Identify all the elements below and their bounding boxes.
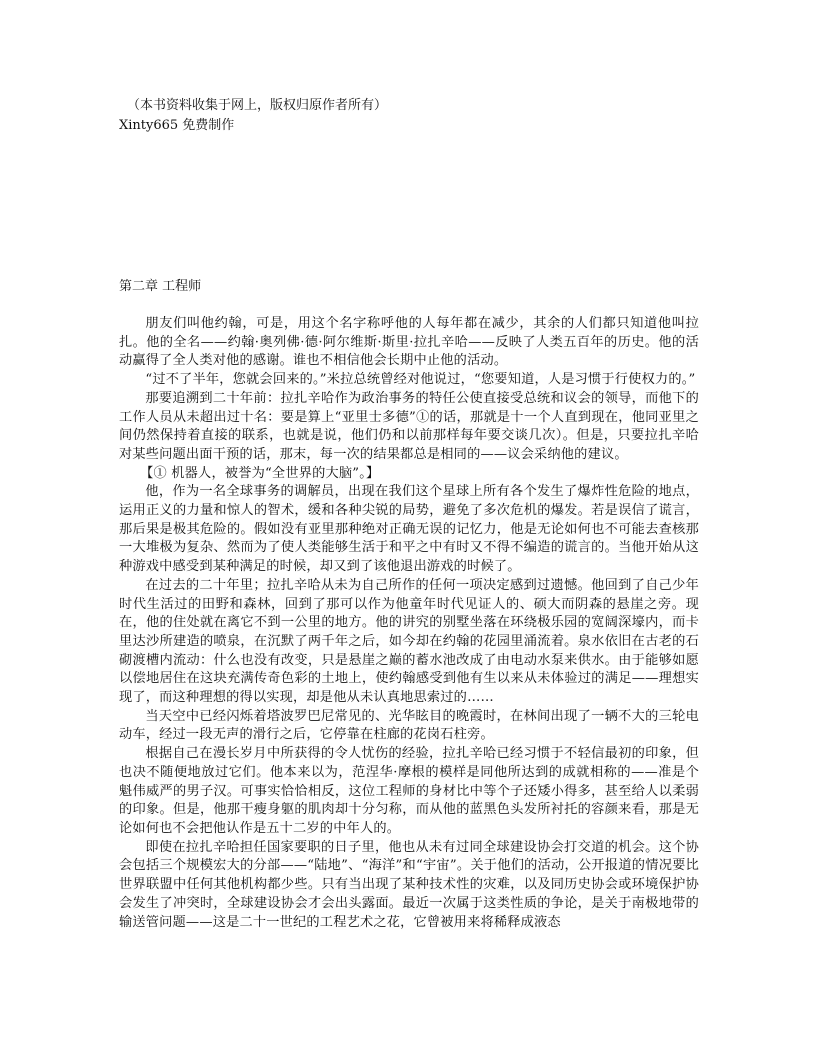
paragraph: 根据自己在漫长岁月中所获得的令人忧伤的经验，拉扎辛哈已经习惯于不轻信最初的印象，但也决不随便地放过它们。他本来以为，范涅华·摩根的模样是同他所达到的成就相称的——准是个魁伟威严的男子汉。可事实恰恰相反，这位工程师的身材比中等个子还矮小得多，甚至给人以柔弱的印象。但是，他那干瘦身躯的肌肉却十分匀称，而从他的蓝黑色头发所衬托的容颜来看，那是无论如何也不会把他认作是五十二岁的中年人的。 [119,746,699,836]
paragraph: 他，作为一名全球事务的调解员，出现在我们这个星球上所有各个发生了爆炸性危险的地点，运用正义的力量和惊人的智术，缓和各种尖锐的局势，避免了多次危机的爆发。若是误信了谎言，那后果是极其危险的。假如没有亚里那种绝对正确无误的记忆力，他是无论如何也不可能去查核那一大堆极为复杂、然而为了使人类能够生活于和平之中有时又不得不编造的谎言的。当他开始从这种游戏中感受到某种满足的时候，却又到了该他退出游戏的时候了。 [119,484,699,575]
paragraph: 在过去的二十年里；拉扎辛哈从未为自己所作的任何一项决定感到过遗憾。他回到了自己少年时代生活过的田野和森林，回到了那可以作为他童年时代见证人的、硕大而阴森的悬崖之旁。现在，他的住处就在离它不到一公里的地方。他的讲究的别墅坐落在环绕极乐园的宽阔深壕内，而卡里达沙所建造的喷泉，在沉默了两千年之后，如今却在约翰的花园里涌流着。泉水依旧在古老的石砌渡槽内流动：什么也没有改变，只是悬崖之巅的蓄水池改成了由电动水泵来供水。由于能够如愿以偿地居住在这块充满传奇色彩的土地上，使约翰感受到他有生以来从未体验过的满足——理想实现了，而这种理想的得以实现，却是他从未认真地思索过的…… [119,577,699,706]
paragraph: 朋友们叫他约翰，可是，用这个名字称呼他的人每年都在减少，其余的人们都只知道他叫拉扎。他的全名——约翰·奥列佛·德·阿尔维斯·斯里·拉扎辛哈——反映了人类五百年的历史。他的活动赢得了全人类对他的感谢。谁也不相信他会长期中止他的活动。 [119,316,699,369]
chapter-body [119,315,699,932]
chapter-title: 第二章 工程师 [119,279,202,294]
paragraph: 那要追溯到二十年前：拉扎辛哈作为政治事务的特任公使直接受总统和议会的领导，而他下的工作人员从未超出过十名：要是算上“亚里士多德”①的话，那就是十一个人直到现在，他同亚里之间仍然保持着直接的联系，也就是说，他们仍和以前那样每年要交谈几次）。但是，只要拉扎辛哈对某些问题出面干预的话，那末，每一次的结果都总是相同的——议会采纳他的建议。 [119,390,699,462]
document-header [119,96,719,136]
paragraph: “过不了半年，您就会回来的。”米拉总统曾经对他说过，“您要知道，人是习惯于行使权力的。” [145,372,696,388]
paragraph: 即使在拉扎辛哈担任国家要职的日子里，他也从未有过同全球建设协会打交道的机会。这个协会包括三个规模宏大的分部——“陆地”、“海洋”和“宇宙”。关于他们的活动，公开报道的情况要比世界联盟中任何其他机构都少些。只有当出现了某种技术性的灾难，以及同历史协会或环境保护协会发生了冲突时，全球建设协会才会出头露面。最近一次属于这类性质的争论，是关于南极地带的输送管问题——这是二十一世纪的工程艺术之花，它曾被用来将稀释成液态 [119,839,699,930]
credit-line: Xinty665 免费制作 [119,118,235,133]
paragraph: 当天空中已经闪烁着塔波罗巴尼常见的、光华眩目的晚霞时，在林间出现了一辆不大的三轮电动车，经过一段无声的滑行之后，它停靠在柱廊的花岗石柱旁。 [119,708,699,743]
footnote: 【① 机器人，被誉为“全世界的大脑”。】 [140,465,380,481]
copyright-note: （本书资料收集于网上，版权归原作者所有） [127,98,388,113]
